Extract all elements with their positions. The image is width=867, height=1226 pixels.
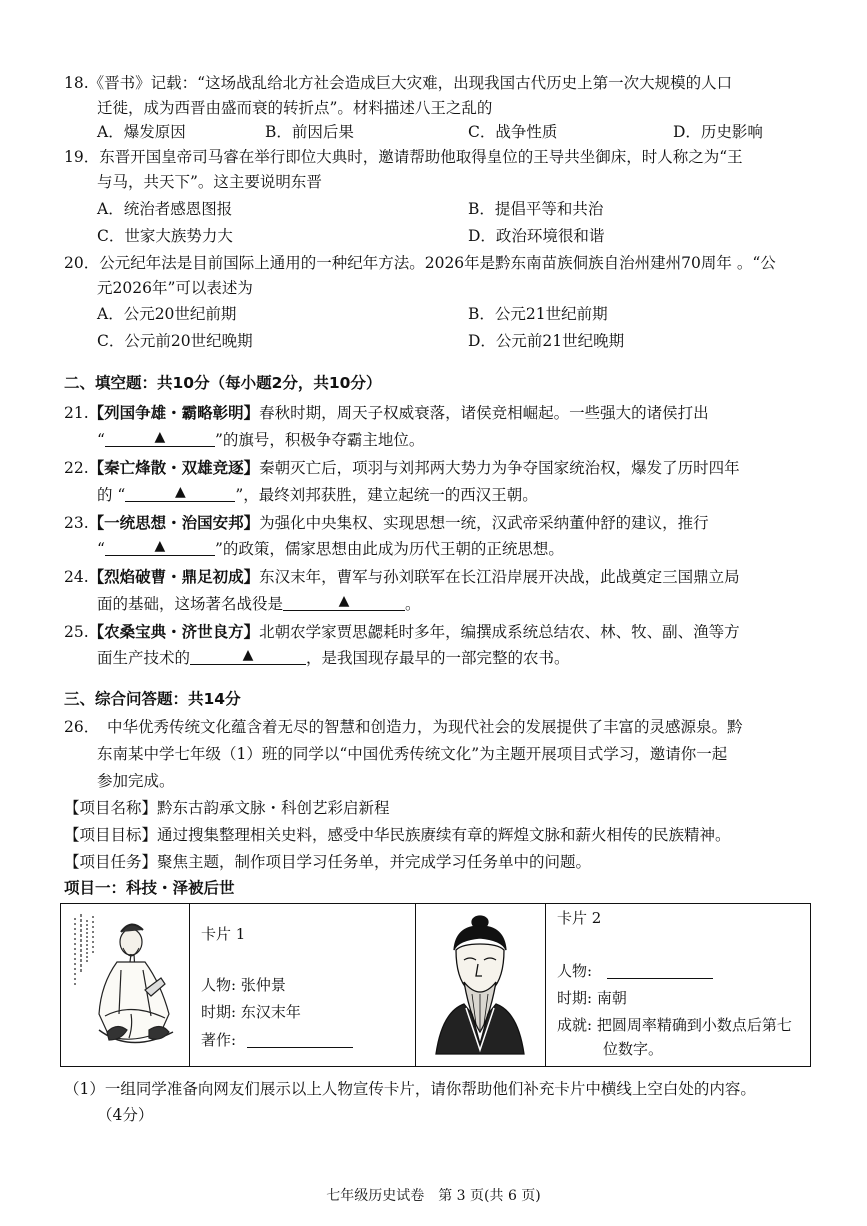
q25-line2	[97, 646, 570, 669]
q25-tag: 【农桑宝典・济世良方】	[88, 623, 260, 641]
q23-answer-blank[interactable]	[105, 537, 215, 556]
q22-number: 22.	[64, 459, 89, 477]
card-1-work-blank[interactable]	[247, 1031, 353, 1048]
zu-chongzhi-portrait	[416, 904, 546, 1066]
page-footer: 七年级历史试卷 第 3 页(共 6 页)	[326, 1188, 541, 1204]
q18-stem-line2: 迁徙，成为西晋由盛而衰的转折点”。材料描述八王之乱的	[97, 99, 493, 117]
q25-answer-blank[interactable]	[190, 646, 306, 665]
q21-answer-blank[interactable]	[105, 428, 215, 447]
q22-text-after: ”，最终刘邦获胜，建立起统一的西汉王朝。	[235, 486, 538, 504]
q26-stem-line2: 东南某中学七年级（1）班的同学以“中国优秀传统文化”为主题开展项目式学习，邀请你一起	[97, 745, 728, 763]
q25-number: 25.	[64, 623, 89, 641]
blank-triangle-icon: ▲	[338, 593, 350, 609]
q21-number: 21.	[64, 404, 89, 422]
q24-text-after: 。	[405, 595, 421, 613]
q26-stem-line3: 参加完成。	[97, 772, 175, 790]
q19-stem-line1: 19．东晋开国皇帝司马睿在举行即位大典时，邀请帮助他取得皇位的王导共坐御床，时人称之为“王	[64, 148, 743, 166]
blank-triangle-icon: ▲	[242, 647, 254, 663]
q24-line1	[64, 566, 740, 588]
q25-text: 北朝农学家贾思勰耗时多年，编撰成系统总结农、林、牧、副、渔等方	[259, 623, 740, 641]
bearded-scholar-portrait-icon	[416, 904, 544, 1064]
q23-line2	[97, 537, 564, 560]
blank-triangle-icon: ▲	[154, 538, 166, 554]
q22-quote-open: 的 “	[97, 486, 126, 504]
card-2	[546, 904, 810, 1066]
q21-text: 春秋时期，周天子权威衰落，诸侯竞相崛起。一些强大的诸侯打出	[259, 404, 709, 422]
q22-line2	[97, 483, 538, 506]
q23-tag: 【一统思想・治国安邦】	[88, 514, 260, 532]
cards-table	[60, 903, 811, 1067]
q23-number: 23.	[64, 514, 89, 532]
q18-option-c: C．战争性质	[468, 123, 558, 141]
q21-quote-open: “	[97, 431, 105, 449]
zhang-zhongjing-portrait	[61, 904, 190, 1066]
q21-line2	[97, 428, 424, 451]
q18-option-d: D．历史影响	[673, 123, 763, 141]
q18-option-a: A．爆发原因	[97, 123, 186, 141]
q18-option-b: B．前因后果	[265, 123, 354, 141]
q24-number: 24.	[64, 568, 89, 586]
q25-text-after: ，是我国现存最早的一部完整的农书。	[306, 649, 570, 667]
q21-line1	[64, 402, 709, 424]
q24-answer-blank[interactable]	[283, 592, 405, 611]
q26-sub1-line1: （1）一组同学准备向网友们展示以上人物宣传卡片，请你帮助他们补充卡片中横线上空白处的内容。	[64, 1080, 756, 1098]
q26-stem-line1: 26． 中华优秀传统文化蕴含着无尽的智慧和创造力，为现代社会的发展提供了丰富的灵感源泉。黔	[64, 718, 743, 736]
q24-text: 东汉末年，曹军与孙刘联军在长江沿岸展开决战，此战奠定三国鼎立局	[259, 568, 740, 586]
card-2-person-label: 人物:	[557, 962, 593, 980]
q22-answer-blank[interactable]	[125, 483, 235, 502]
q23-quote-open: “	[97, 540, 105, 558]
q20-option-d: D．公元前21世纪晚期	[468, 332, 625, 350]
q23-text: 为强化中央集权、实现思想一统，汉武帝采纳董仲舒的建议，推行	[259, 514, 709, 532]
q21-text-after: ”的旗号，积极争夺霸主地位。	[214, 431, 425, 449]
section3-title: 三、综合问答题：共14分	[64, 690, 241, 708]
q24-tag: 【烈焰破曹・鼎足初成】	[88, 568, 260, 586]
project1-title: 项目一：科技・泽被后世	[64, 879, 235, 897]
card-1-period: 时期: 东汉末年	[201, 1003, 301, 1021]
q23-line1	[64, 512, 709, 534]
card-2-person-blank[interactable]	[607, 962, 713, 979]
card-1-work-label: 著作:	[201, 1031, 237, 1049]
blank-triangle-icon: ▲	[174, 484, 186, 500]
card-2-achievement-line2: 位数字。	[603, 1040, 664, 1058]
q22-tag: 【秦亡烽散・双雄竞逐】	[88, 459, 260, 477]
project-name: 【项目名称】黔东古韵承文脉・科创艺彩启新程	[64, 799, 390, 817]
blank-triangle-icon: ▲	[154, 429, 166, 445]
q26-sub1-line2: （4分）	[97, 1106, 154, 1124]
q25-text-before: 面生产技术的	[97, 649, 191, 667]
card-2-title: 卡片 2	[557, 909, 602, 927]
q23-text-after: ”的政策，儒家思想由此成为历代王朝的正统思想。	[214, 540, 564, 558]
q20-stem-line2: 元2026年”可以表述为	[97, 279, 253, 297]
section2-title: 二、填空题：共10分（每小题2分，共10分）	[64, 374, 382, 392]
q20-option-b: B．公元21世纪前期	[468, 305, 608, 323]
q22-text: 秦朝灭亡后，项羽与刘邦两大势力为争夺国家统治权，爆发了历时四年	[259, 459, 740, 477]
q19-stem-line2: 与马，共天下”。这主要说明东晋	[97, 173, 322, 191]
q24-line2	[97, 592, 421, 615]
card-2-achievement-line1: 成就: 把圆周率精确到小数点后第七	[557, 1016, 792, 1034]
q21-tag: 【列国争雄・霸略彰明】	[88, 404, 260, 422]
card-1-work-row	[201, 1030, 353, 1050]
q20-option-a: A．公元20世纪前期	[97, 305, 237, 323]
seated-scholar-portrait-icon	[61, 904, 188, 1064]
card-1	[190, 904, 416, 1066]
project-goal: 【项目目标】通过搜集整理相关史料，感受中华民族赓续有章的辉煌文脉和薪火相传的民族精神。	[64, 826, 731, 844]
card-1-title: 卡片 1	[201, 925, 246, 943]
q19-option-c: C．世家大族势力大	[97, 227, 233, 245]
q20-option-c: C．公元前20世纪晚期	[97, 332, 253, 350]
q24-text-before: 面的基础，这场著名战役是	[97, 595, 284, 613]
card-2-person-row	[557, 961, 713, 981]
q19-option-d: D．政治环境很和谐	[468, 227, 605, 245]
project-task: 【项目任务】聚焦主题，制作项目学习任务单，并完成学习任务单中的问题。	[64, 853, 592, 871]
q19-option-a: A．统治者感恩图报	[97, 200, 233, 218]
card-2-period: 时期: 南朝	[557, 989, 627, 1007]
q19-option-b: B．提倡平等和共治	[468, 200, 604, 218]
q25-line1	[64, 621, 740, 643]
q22-line1	[64, 457, 740, 479]
card-1-person: 人物: 张仲景	[201, 976, 286, 994]
q18-stem-line1: 18.《晋书》记载：“这场战乱给北方社会造成巨大灾难，出现我国古代历史上第一次大规模的人口	[64, 74, 733, 92]
q20-stem-line1: 20．公元纪年法是目前国际上通用的一种纪年方法。2026年是黔东南苗族侗族自治州建州70周年 。“公	[64, 254, 776, 272]
